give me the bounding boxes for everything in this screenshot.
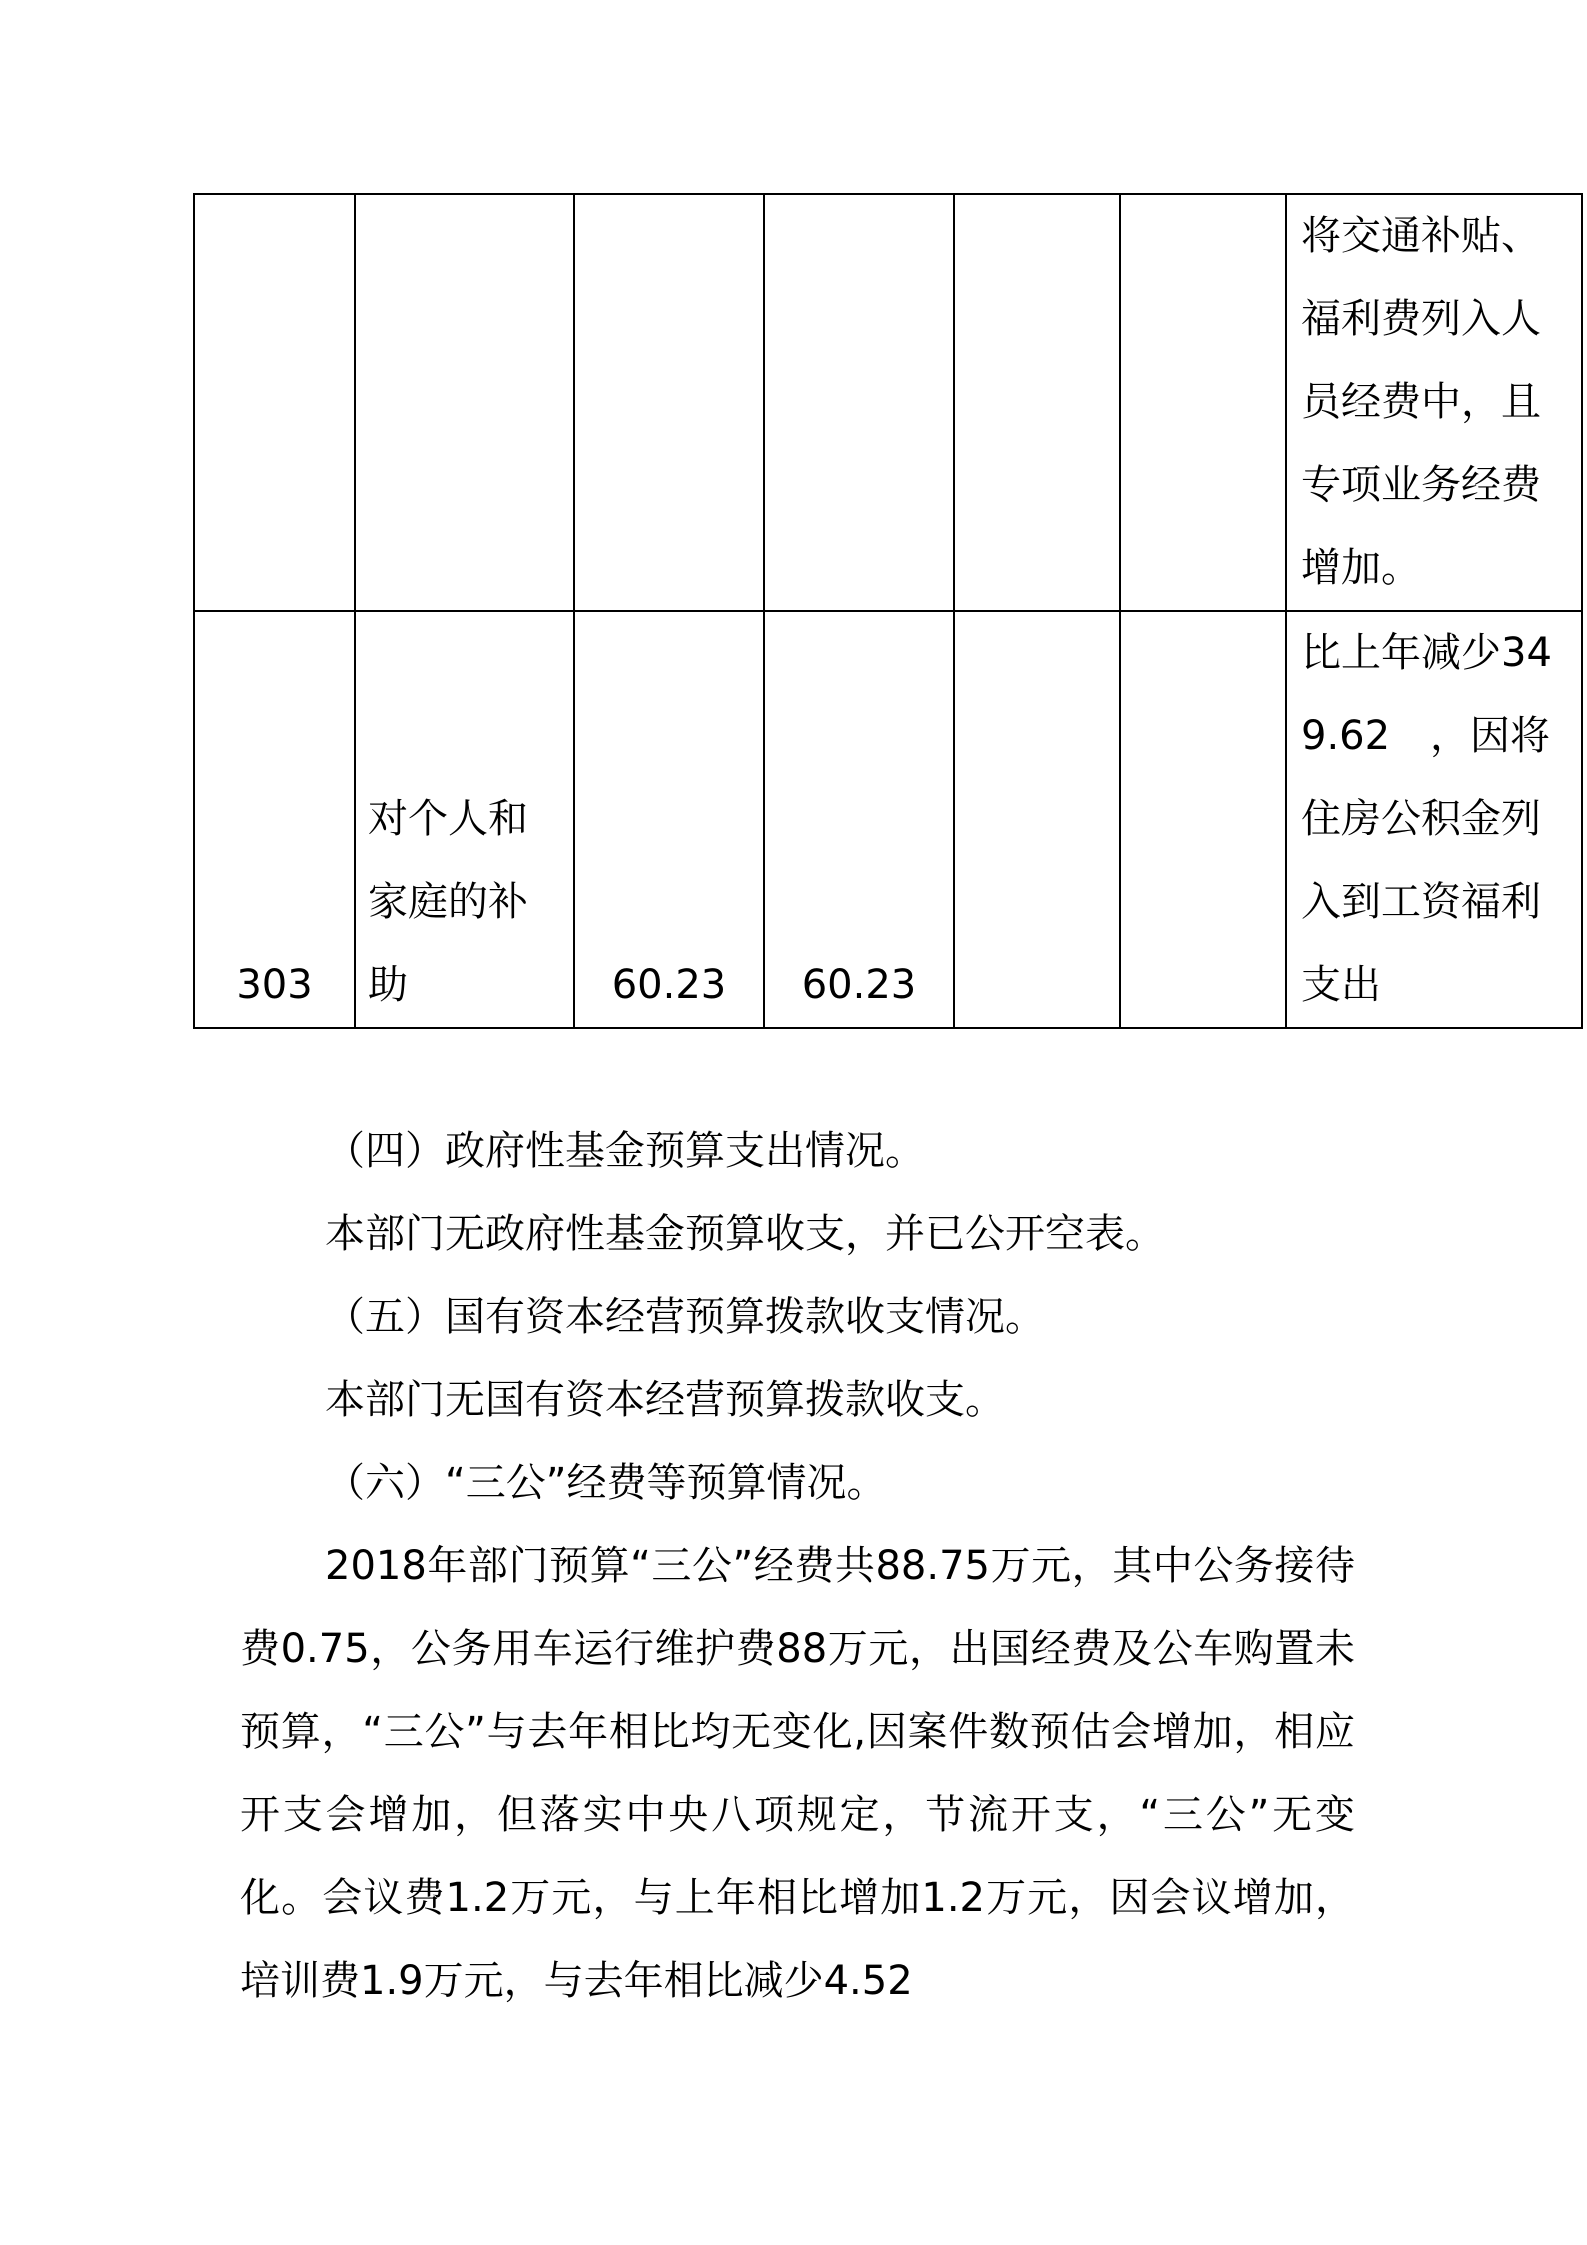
section-heading: （四）政府性基金预算支出情况。	[325, 1128, 925, 1174]
section-paragraph: 2018年部门预算“三公”经费共88.75万元，其中公务接待费0.75，公务用车运行维护费88万元，出国经费及公车购置未预算，“三公”与去年相比均无变化,因案件数预估会增加，相应开支会增加，但落实中央八项规定，节流开支，“三公”无变化。会议费1.2万元，与上年相比增加1.2万元，因会议增加，培训费1.9万元，与去年相比减少4.52	[240, 1543, 1355, 2004]
table-row	[194, 194, 1582, 611]
table-cell-value: 60.23	[764, 611, 954, 1028]
table-cell-code: 303	[194, 611, 355, 1028]
table-cell-value	[574, 194, 764, 611]
table-row	[194, 611, 1582, 1028]
table-cell-note: 比上年减少349.62 ，因将住房公积金列入到工资福利支出	[1286, 611, 1582, 1028]
document-body	[240, 1110, 1355, 2023]
table-cell-value	[764, 194, 954, 611]
table-cell-name: 对个人和家庭的补助	[355, 611, 574, 1028]
table-cell-value	[1120, 611, 1286, 1028]
section-paragraph: 本部门无国有资本经营预算拨款收支。	[325, 1377, 1005, 1423]
budget-table	[193, 193, 1583, 1029]
table-cell-value: 60.23	[574, 611, 764, 1028]
section-heading: （六）“三公”经费等预算情况。	[325, 1460, 887, 1506]
section-heading: （五）国有资本经营预算拨款收支情况。	[325, 1294, 1045, 1340]
section-paragraph: 本部门无政府性基金预算收支，并已公开空表。	[325, 1211, 1165, 1257]
table-cell-note: 将交通补贴、福利费列入人员经费中，且专项业务经费增加。	[1286, 194, 1582, 611]
table-cell-value	[1120, 194, 1286, 611]
table-cell-value	[954, 194, 1120, 611]
table-cell-code	[194, 194, 355, 611]
table-cell-value	[954, 611, 1120, 1028]
table-cell-name	[355, 194, 574, 611]
